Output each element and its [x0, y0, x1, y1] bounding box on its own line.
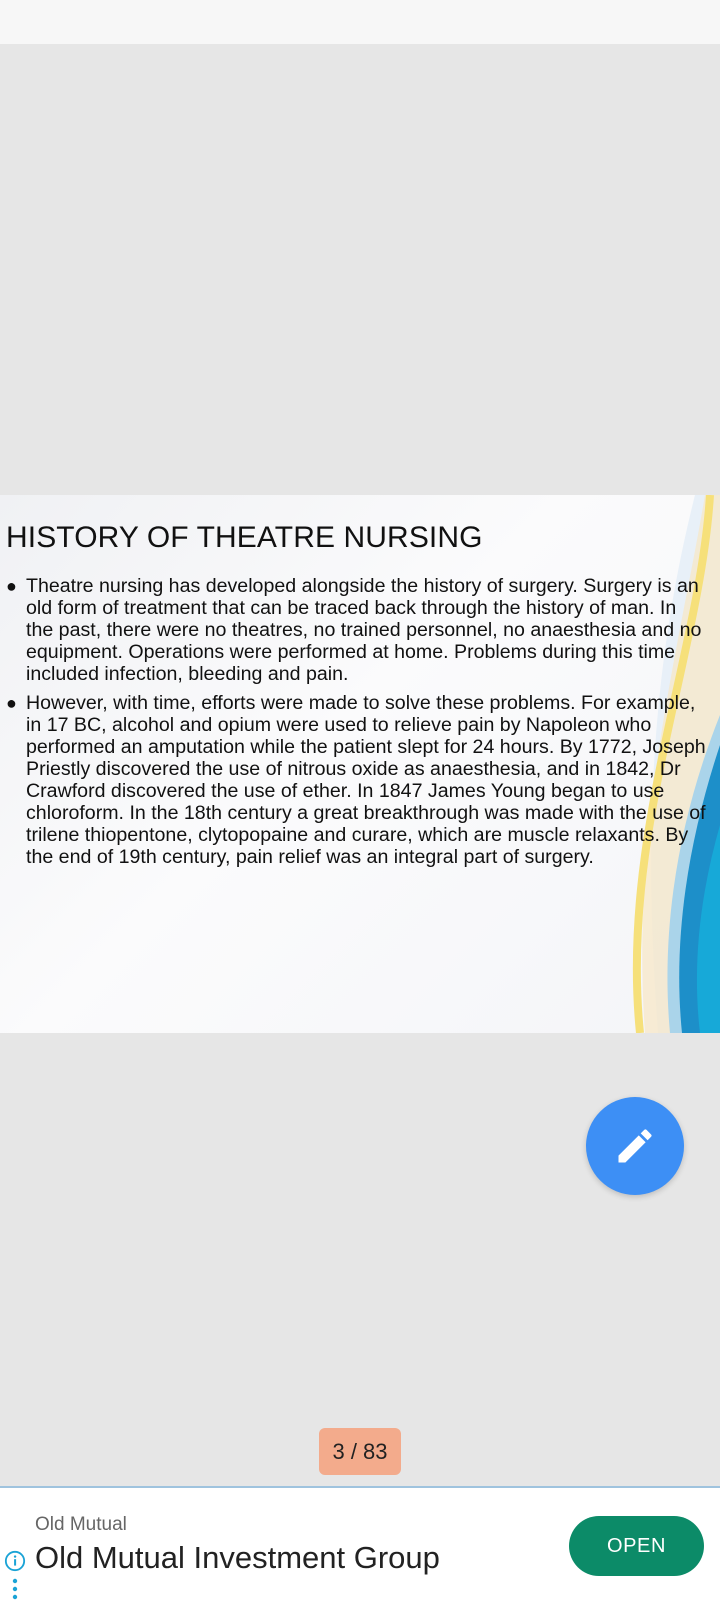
- slide-bullet-list: [6, 575, 706, 875]
- info-icon[interactable]: [4, 1550, 26, 1572]
- ad-open-button[interactable]: OPEN: [569, 1516, 704, 1576]
- slide-page: [0, 495, 720, 1033]
- ad-advertiser: Old Mutual: [35, 1514, 127, 1535]
- bullet-dot-icon: ●: [6, 693, 17, 713]
- slide-bullet-text: However, with time, efforts were made to solve these problems. For example, in 17 BC, alcohol and opium were used to relieve pain by Napoleon who performed an amputation while the patient slept for 24 hours. By 1772, Joseph Priestly discovered the use of nitrous oxide as anaesthesia, and in 1842, Dr Crawford discovered the use of ether. In 1847 James Young began to use chloroform. In the 18th century a great breakthrough was made with the use of trilene thiopentone, clytopopaine and curare, which are muscle relaxants. By the end of 19th century, pain relief was an integral part of surgery.: [26, 692, 706, 868]
- page-indicator: 3 / 83: [319, 1428, 401, 1475]
- ad-headline[interactable]: Old Mutual Investment Group: [35, 1540, 440, 1575]
- pencil-icon: [613, 1124, 657, 1168]
- edit-fab-button[interactable]: [586, 1097, 684, 1195]
- slide-bullet: [6, 575, 706, 685]
- top-bar: [0, 0, 720, 44]
- more-vertical-icon[interactable]: [10, 1578, 20, 1600]
- slide-bullet: [6, 692, 706, 868]
- slide-bullet-text: Theatre nursing has developed alongside the history of surgery. Surgery is an old form of treatment that can be traced back through the history of man. In the past, there were no theatres, no trained personnel, no anaesthesia and no equipment. Operations were performed at home. Problems during this time included infection, bleeding and pain.: [26, 575, 702, 685]
- bullet-dot-icon: ●: [6, 576, 17, 596]
- slide-title: HISTORY OF THEATRE NURSING: [6, 521, 483, 554]
- ad-banner[interactable]: [0, 1486, 720, 1600]
